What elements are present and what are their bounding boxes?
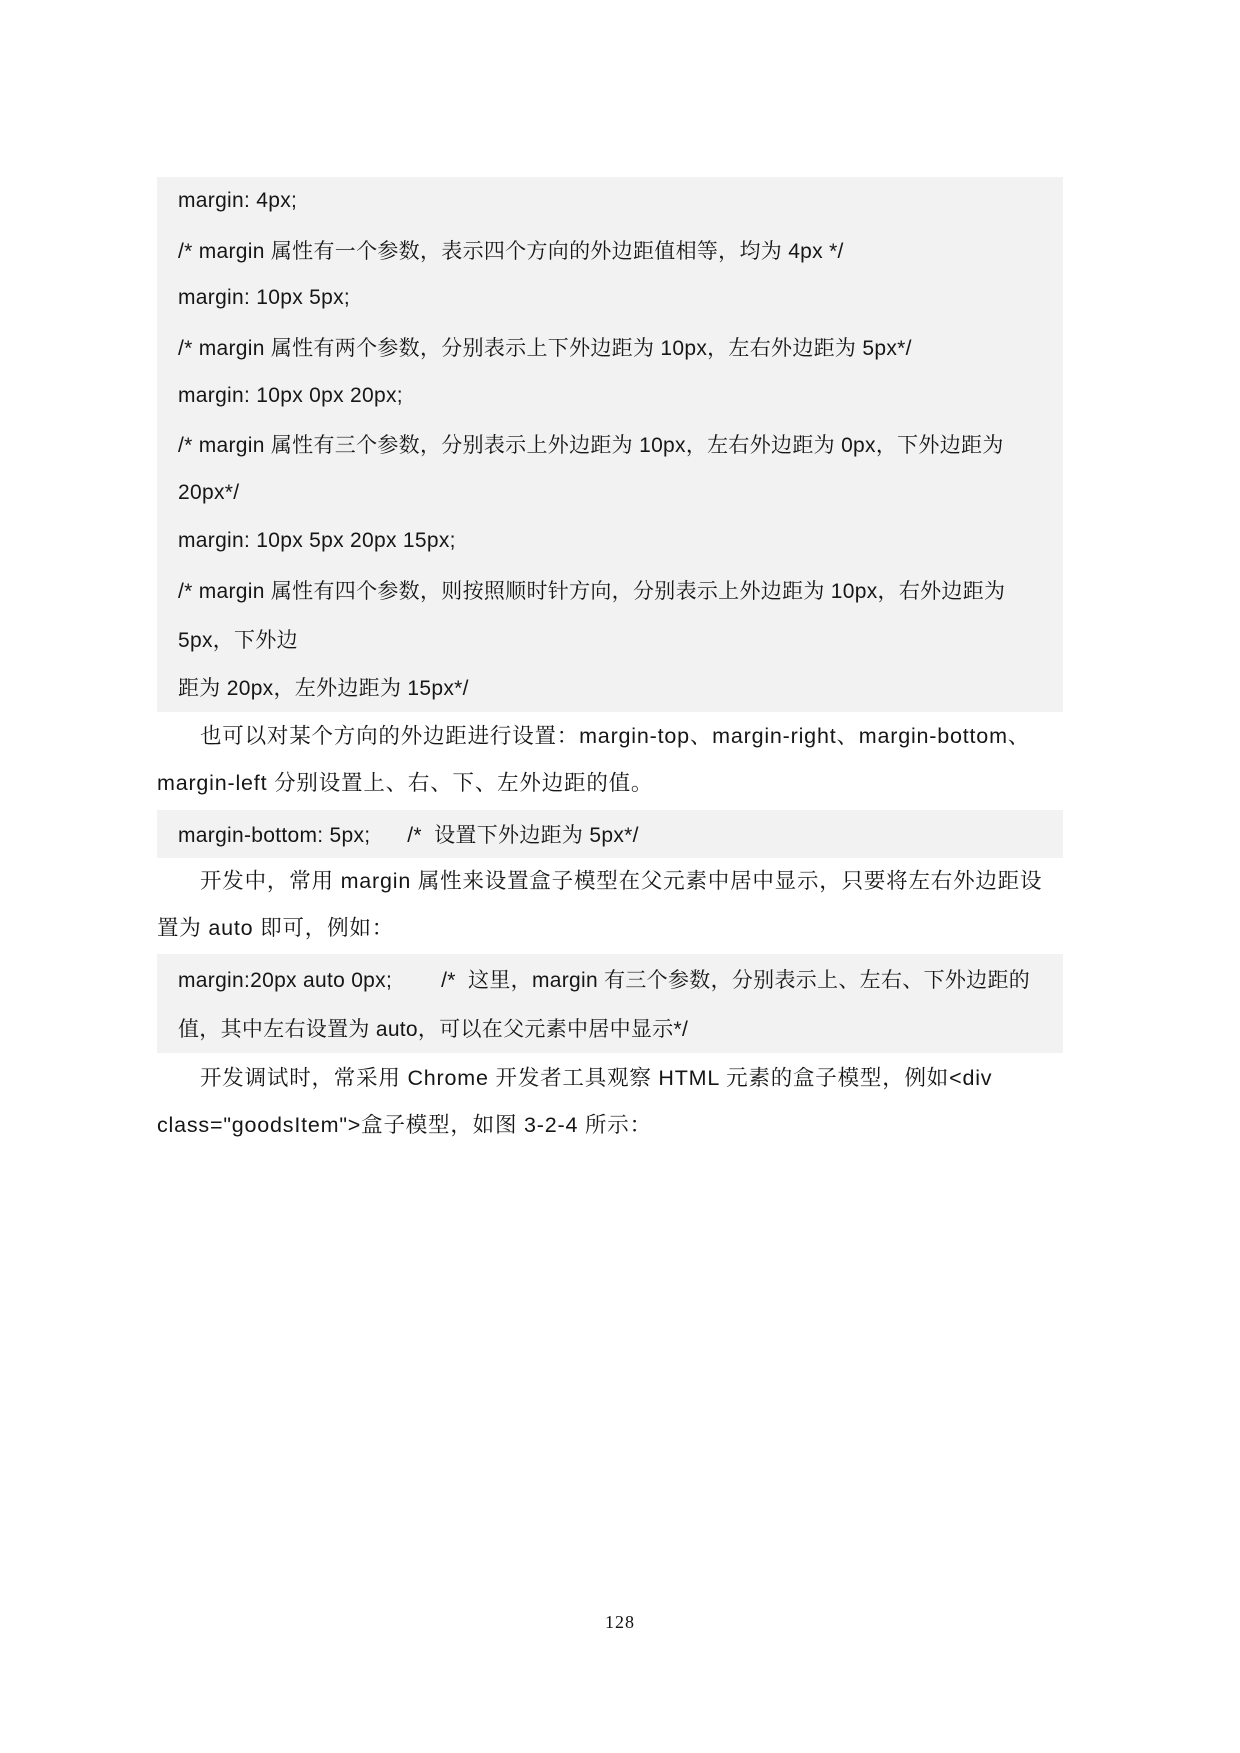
code-comment-line: /* margin 属性有四个参数，则按照顺时针方向，分别表示上外边距为 10px，右外边距为 xyxy=(178,580,1006,604)
paragraph-chrome-devtools: 开发调试时，常采用 Chrome 开发者工具观察 HTML 元素的盒子模型，例如<div class="goodsItem">盒子模型，如图 3-2-4 所示： xyxy=(157,1066,993,1137)
code-block-margin-shorthand xyxy=(157,177,1063,712)
page-number: 128 xyxy=(605,1612,635,1632)
code-comment-line: 5px，下外边 xyxy=(178,628,298,652)
code-comment-line: 距为 20px，左外边距为 15px*/ xyxy=(178,677,469,701)
code-comment-line: 值，其中左右设置为 auto，可以在父元素中居中显示*/ xyxy=(178,1018,689,1042)
code-line: margin-bottom: 5px; /* 设置下外边距为 5px*/ xyxy=(178,824,639,847)
code-comment-line: /* margin 属性有两个参数，分别表示上下外边距为 10px，左右外边距为 5px*/ xyxy=(178,337,912,361)
code-line: margin:20px auto 0px; /* 这里，margin 有三个参数，分别表示上、左右、下外边距的 xyxy=(178,968,1031,992)
code-block-margin-bottom xyxy=(157,810,1063,858)
code-line: margin: 10px 0px 20px; xyxy=(178,383,403,407)
code-block-margin-auto xyxy=(157,954,1063,1053)
code-line: margin: 4px; xyxy=(178,189,298,213)
code-line: margin: 10px 5px; xyxy=(178,286,351,310)
code-line: margin: 10px 5px 20px 15px; xyxy=(178,529,456,553)
code-comment-line: /* margin 属性有一个参数，表示四个方向的外边距值相等，均为 4px */ xyxy=(178,239,844,263)
code-comment-line: /* margin 属性有三个参数，分别表示上外边距为 10px，左右外边距为 0px，下外边距为 xyxy=(178,434,1004,458)
code-comment-line: 20px*/ xyxy=(178,480,240,504)
paragraph-margin-directions: 也可以对某个方向的外边距进行设置：margin-top、margin-right、margin-bottom、margin-left 分别设置上、右、下、左外边距的值。 xyxy=(157,724,1031,795)
paragraph-margin-centering: 开发中，常用 margin 属性来设置盒子模型在父元素中居中显示，只要将左右外边距设置为 auto 即可，例如： xyxy=(157,869,1043,940)
